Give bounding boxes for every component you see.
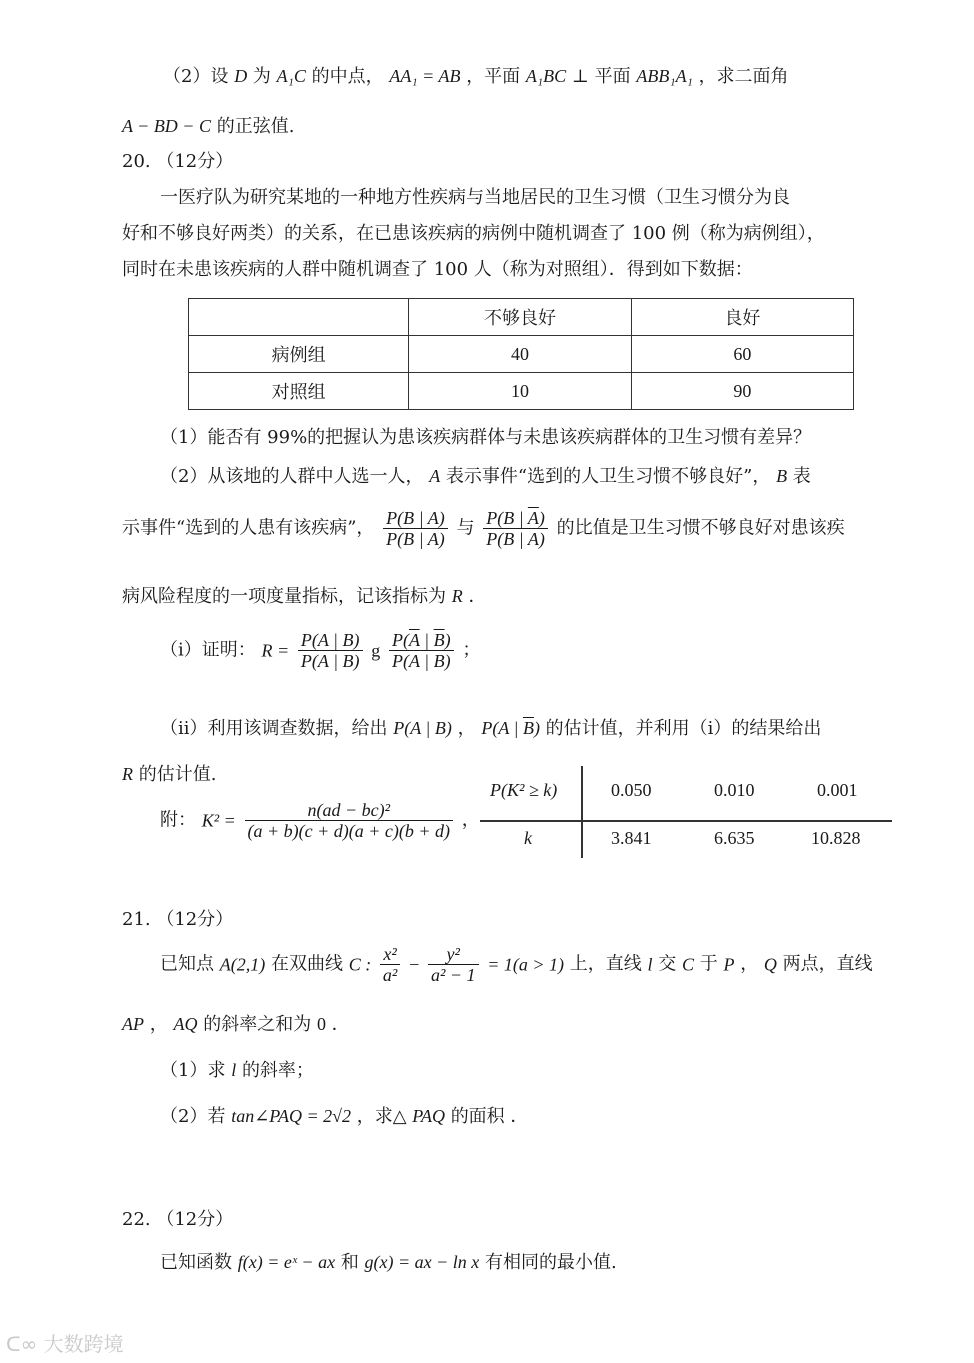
math-B-bar: $\overline{B}$	[433, 651, 445, 671]
q22-header: 22. （12分）	[122, 1209, 234, 1230]
q20-part2-line2	[122, 508, 845, 549]
text: 的估计值.	[138, 764, 217, 785]
q20-part2-line1	[160, 464, 811, 489]
q20-part2-ii-line1	[160, 716, 821, 741]
text: )	[444, 651, 451, 671]
table-cell: 40	[409, 336, 631, 373]
text: )	[533, 718, 540, 738]
q21-part1	[160, 1058, 314, 1083]
text: )	[538, 508, 545, 528]
text: P(A |	[481, 718, 523, 738]
fraction-numerator: P(B | A)	[383, 508, 448, 529]
table-cell: 60	[631, 336, 853, 373]
minus-symbol: −	[409, 954, 420, 975]
text: ，	[149, 1014, 168, 1035]
math-AA1-eq: AA₁ = AB	[389, 66, 461, 86]
k2-fraction	[245, 800, 454, 841]
q20-header: 20. （12分）	[122, 151, 234, 172]
text: 的比值是卫生习惯不够良好对患该疾	[556, 517, 845, 539]
q21-header: 21. （12分）	[122, 909, 234, 930]
math-B-bar: $\overline{B}$	[433, 630, 445, 650]
fraction-3	[298, 630, 363, 671]
q20-part1: （1）能否有 99%的把握认为患该疾病群体与未患该疾病群体的卫生习惯有差异？	[160, 427, 812, 448]
text: （2）设	[163, 66, 229, 87]
math-A-bar: $\overline{A}$	[527, 508, 539, 528]
table-cell: 不够良好	[409, 299, 631, 336]
table-cell: 90	[631, 373, 853, 410]
math-B-bar: $\overline{B}$	[403, 529, 415, 549]
text: 平面	[594, 66, 631, 87]
table-row	[189, 336, 854, 373]
text: 示事件“选到的人患有该疾病”，	[122, 517, 375, 539]
math-ABB1A1: ABB₁A₁	[636, 66, 693, 86]
math-angle: A − BD − C	[122, 116, 211, 136]
math-Q: Q	[763, 954, 777, 975]
math-point-A: A(2,1)	[219, 954, 266, 975]
table-cell: 病例组	[189, 336, 409, 373]
text: ．	[331, 1014, 350, 1035]
text: 的中点，	[311, 66, 384, 87]
text: 和	[340, 1252, 359, 1273]
fraction-denominator	[298, 651, 363, 671]
math-l: l	[231, 1060, 237, 1080]
text: P(	[391, 630, 409, 650]
text: 于	[699, 953, 718, 975]
text: 已知点	[160, 953, 214, 975]
text: （ii）利用该调查数据，给出	[160, 718, 388, 739]
table-header-row	[189, 299, 854, 336]
text: 两点，直线	[782, 953, 873, 975]
q21-line1	[160, 944, 873, 985]
math-K2-eq: K² =	[201, 810, 236, 831]
text: ，求二面角	[698, 66, 789, 87]
q20-intro-1: 一医疗队为研究某地的一种地方性疾病与当地居民的卫生习惯（卫生习惯分为良	[160, 187, 790, 208]
ktable-cell: 0.010	[714, 780, 755, 800]
fraction-denominator: a² − 1	[430, 965, 476, 985]
text: ，平面	[466, 66, 521, 87]
q19-part2-line1	[163, 64, 789, 89]
table-cell	[189, 299, 409, 336]
table-cell: 对照组	[189, 373, 409, 410]
text: 的斜率；	[241, 1060, 314, 1081]
fraction-numerator: x²	[380, 944, 400, 965]
math-R: R	[451, 586, 463, 606]
text: （2）若	[160, 1106, 226, 1127]
math-C: C	[681, 954, 694, 975]
text: ．	[468, 586, 487, 607]
text: 表	[792, 466, 811, 487]
text: | B)	[328, 651, 360, 671]
text: P(	[300, 651, 318, 671]
math-P-A-B: P(A | B)	[393, 718, 452, 738]
fraction-denominator: a²	[382, 965, 398, 985]
text: ，	[461, 809, 480, 831]
ktable-cell: 0.050	[611, 780, 652, 800]
fraction-denominator	[383, 529, 448, 549]
math-A1BC: A₁BC	[525, 66, 567, 86]
fraction-numerator	[389, 630, 454, 651]
math-C: C :	[348, 954, 372, 975]
fraction-2	[483, 508, 548, 549]
text: P(	[386, 529, 404, 549]
q20-intro-2: 好和不够良好两类）的关系，在已患该疾病的病例中随机调查了 100 例（称为病例组），	[122, 223, 825, 244]
text: 上，直线	[569, 953, 642, 975]
text: g	[371, 640, 381, 661]
table-divider	[581, 766, 583, 858]
math-P: P	[723, 954, 735, 975]
text: 的斜率之和为	[203, 1014, 312, 1035]
math-A: A	[429, 466, 441, 486]
math-D: D	[234, 66, 248, 86]
q22-line1	[160, 1250, 617, 1275]
math-R-eq: R =	[261, 640, 290, 661]
text: )	[538, 529, 545, 549]
ktable-row1-label: P(K² ≥ k)	[490, 780, 558, 800]
math-tan-condition: tan∠PAQ = 2√2	[231, 1106, 351, 1126]
text: |	[419, 630, 434, 650]
math-B-bar: $\overline{B}$	[522, 718, 534, 738]
math-f: f(x) = eˣ − ax	[237, 1252, 336, 1272]
text: P(B |	[486, 508, 528, 528]
math-B: B	[776, 466, 788, 486]
math-AP: AP	[122, 1014, 144, 1034]
ktable-row2-label: k	[524, 828, 532, 848]
text: 的估计值，并利用（i）的结果给出	[545, 718, 822, 739]
text: ，	[740, 953, 759, 975]
text: （1）求	[160, 1060, 226, 1081]
text: 附：	[160, 809, 196, 831]
math-A1C: A₁C	[276, 66, 306, 86]
ktable-cell: 0.001	[817, 780, 858, 800]
table-cell: 良好	[631, 299, 853, 336]
math-B-bar: $\overline{B}$	[503, 529, 515, 549]
math-AQ: AQ	[173, 1014, 198, 1034]
math-zero: 0	[316, 1014, 326, 1034]
hyperbola-y-term	[428, 944, 479, 985]
ktable-cell: 3.841	[611, 828, 652, 848]
text: 的面积 ．	[450, 1106, 529, 1127]
q20-part2-ii-line2	[122, 762, 216, 787]
table-row	[189, 373, 854, 410]
fraction-1	[383, 508, 448, 549]
q21-line2	[122, 1012, 350, 1037]
fraction-numerator: y²	[428, 944, 479, 965]
math-A-bar: $\overline{A}$	[527, 529, 539, 549]
survey-table	[188, 298, 854, 410]
math-PAQ: PAQ	[412, 1106, 445, 1126]
text: 的正弦值.	[216, 116, 295, 137]
watermark-logo-icon: ᑕ∞	[6, 1332, 38, 1356]
ktable-cell: 6.635	[714, 828, 755, 848]
watermark-text: 大数跨境	[43, 1332, 124, 1356]
text: 已知函数	[160, 1252, 232, 1273]
q19-part2-line2	[122, 114, 294, 139]
fraction-numerator: n(ad − bc)²	[245, 800, 454, 821]
text: | A)	[414, 529, 445, 549]
math-A-bar: $\overline{A}$	[317, 651, 329, 671]
hyperbola-x-term	[380, 944, 400, 985]
fraction-denominator: (a + b)(c + d)(a + c)(b + d)	[247, 821, 451, 841]
q20-appendix	[160, 800, 480, 841]
text: 表示事件“选到的人卫生习惯不够良好”，	[445, 466, 771, 487]
fraction-denominator	[483, 529, 548, 549]
q20-part2-line3	[122, 584, 486, 609]
math-P-A-Bbar	[481, 718, 540, 738]
fraction-numerator: P(A | B)	[298, 630, 363, 651]
text: 为	[252, 66, 271, 87]
q21-part2	[160, 1104, 528, 1129]
text: 交	[658, 953, 677, 975]
math-l: l	[647, 954, 653, 975]
fraction-denominator	[389, 651, 454, 671]
text: 与	[456, 517, 475, 539]
text: （2）从该地的人群中人选一人，	[160, 466, 424, 487]
text: 有相同的最小值.	[485, 1252, 617, 1273]
text: 病风险程度的一项度量指标，记该指标为	[122, 586, 446, 607]
text: |	[514, 529, 528, 549]
critical-value-table	[480, 766, 892, 858]
watermark	[6, 1328, 124, 1357]
text: ，	[457, 718, 476, 739]
text: P(	[486, 529, 504, 549]
q20-part2-i	[160, 630, 480, 671]
ktable-cell: 10.828	[811, 828, 861, 848]
text: )	[444, 630, 451, 650]
math-condition: = 1(a > 1)	[487, 954, 565, 975]
math-A-bar: $\overline{A}$	[408, 630, 420, 650]
text: ，求△	[356, 1106, 407, 1127]
table-divider	[480, 820, 892, 822]
text: 在双曲线	[270, 953, 343, 975]
text: （i）证明：	[160, 639, 256, 661]
fraction-numerator	[483, 508, 548, 529]
text: P(A |	[391, 651, 434, 671]
text: ；	[462, 639, 481, 661]
math-R: R	[122, 764, 133, 784]
q20-intro-3: 同时在未患该疾病的人群中随机调查了 100 人（称为对照组）．得到如下数据：	[122, 259, 753, 280]
math-g: g(x) = ax − ln x	[364, 1252, 480, 1272]
table-cell: 10	[409, 373, 631, 410]
fraction-4	[389, 630, 454, 671]
perp-symbol: ⊥	[571, 66, 589, 86]
